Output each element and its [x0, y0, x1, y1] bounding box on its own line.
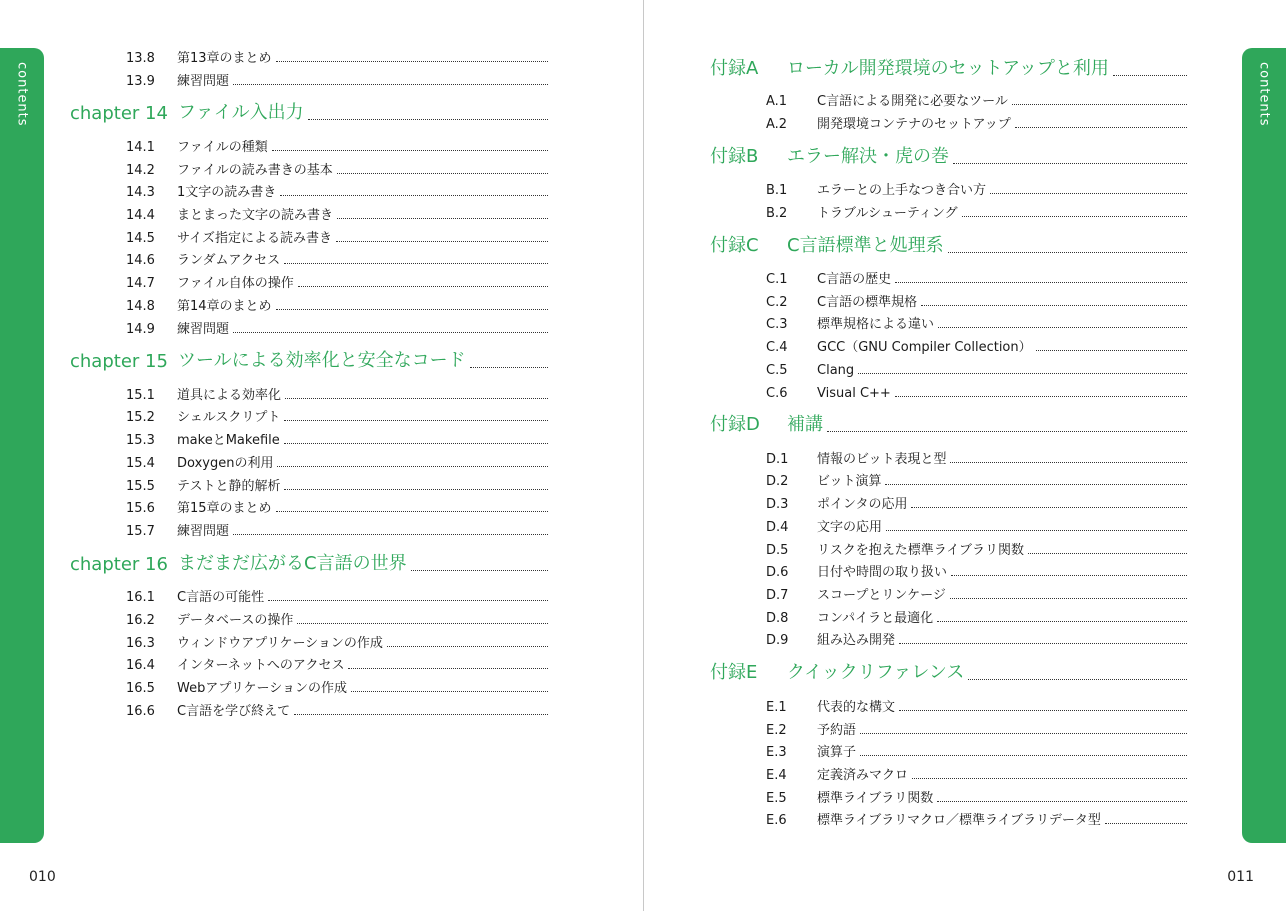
toc-entry — [126, 250, 548, 268]
section-title: 代表的な構文 — [817, 700, 896, 715]
chapter-number: chapter 16 — [70, 554, 168, 575]
section-number: A.1 — [766, 94, 788, 109]
section-title: 標準規格による違い — [817, 317, 935, 332]
chapter-number: chapter 14 — [70, 103, 168, 124]
section-number: 15.6 — [126, 501, 155, 516]
chapter-number: chapter 15 — [70, 351, 168, 372]
dot-leader — [387, 645, 548, 647]
dot-leader — [276, 60, 548, 62]
section-title: トラブルシューティング — [817, 206, 958, 221]
section-title: 演算子 — [817, 745, 857, 760]
toc-entry — [126, 296, 548, 314]
chapter-number: 付録A — [710, 58, 759, 79]
section-title: スコープとリンケージ — [817, 588, 946, 603]
section-title: C言語の可能性 — [177, 590, 265, 605]
toc-entry — [766, 337, 1187, 355]
dot-leader — [294, 713, 548, 715]
toc-entry — [766, 630, 1187, 648]
section-number: C.4 — [766, 340, 788, 355]
dot-leader — [1105, 822, 1187, 824]
dot-leader — [948, 251, 1187, 253]
dot-leader — [911, 506, 1187, 508]
dot-leader — [860, 754, 1187, 756]
contents-tab-label: contents — [14, 62, 30, 127]
section-number: 16.3 — [126, 636, 155, 651]
toc-entry — [766, 383, 1187, 401]
toc-entry — [126, 701, 548, 719]
section-title: 1文字の読み書き — [177, 185, 277, 200]
section-number: 14.2 — [126, 163, 155, 178]
dot-leader — [276, 510, 548, 512]
chapter-number: 付録C — [710, 235, 759, 256]
toc-entry — [126, 476, 548, 494]
toc-entry — [126, 521, 548, 539]
section-title: 練習問題 — [177, 524, 230, 539]
toc-entry — [126, 48, 548, 66]
section-title: C言語の標準規格 — [817, 295, 918, 310]
toc-entry — [126, 498, 548, 516]
toc-entry — [766, 562, 1187, 580]
toc-entry — [766, 742, 1187, 760]
section-title: ランダムアクセス — [177, 253, 281, 268]
dot-leader — [938, 326, 1187, 328]
toc-entry — [126, 678, 548, 696]
section-number: D.2 — [766, 474, 789, 489]
section-number: D.7 — [766, 588, 789, 603]
section-title: 標準ライブラリマクロ／標準ライブラリデータ型 — [817, 813, 1101, 828]
section-title: Doxygenの利用 — [177, 456, 274, 471]
toc-entry — [766, 114, 1187, 132]
section-title: リスクを抱えた標準ライブラリ関数 — [817, 543, 1024, 558]
dot-leader — [1113, 74, 1187, 76]
section-title: 情報のビット表現と型 — [817, 452, 947, 467]
dot-leader — [858, 372, 1187, 374]
section-title: エラーとの上手なつき合い方 — [817, 183, 987, 198]
toc-entry — [126, 273, 548, 291]
section-title: 開発環境コンテナのセットアップ — [817, 117, 1011, 132]
chapter-heading — [710, 412, 1187, 436]
toc-entry — [766, 788, 1187, 806]
section-title: C言語の歴史 — [817, 272, 892, 287]
dot-leader — [1015, 126, 1187, 128]
section-number: 15.1 — [126, 388, 155, 403]
chapter-heading — [710, 144, 1187, 168]
section-number: D.4 — [766, 520, 789, 535]
section-title: ウィンドウアプリケーションの作成 — [177, 636, 383, 651]
dot-leader — [886, 529, 1187, 531]
section-title: Webアプリケーションの作成 — [177, 681, 348, 696]
toc-entry — [126, 587, 548, 605]
section-title: ファイルの種類 — [177, 140, 268, 155]
chapter-title: ローカル開発環境のセットアップと利用 — [787, 58, 1109, 79]
section-number: 16.6 — [126, 704, 155, 719]
section-number: E.3 — [766, 745, 787, 760]
dot-leader — [284, 419, 548, 421]
dot-leader — [827, 430, 1187, 432]
dot-leader — [895, 281, 1187, 283]
right-page — [643, 0, 1286, 911]
dot-leader — [411, 569, 548, 571]
chapter-number: 付録E — [710, 662, 758, 683]
section-title: C言語による開発に必要なツール — [817, 94, 1008, 109]
section-title: 組み込み開発 — [817, 633, 896, 648]
section-number: 15.7 — [126, 524, 155, 539]
dot-leader — [308, 118, 548, 120]
section-number: B.1 — [766, 183, 788, 198]
section-number: 13.8 — [126, 51, 155, 66]
section-title: ビット演算 — [817, 474, 882, 489]
dot-leader — [921, 304, 1187, 306]
contents-tab — [0, 48, 44, 843]
section-number: 14.1 — [126, 140, 155, 155]
dot-leader — [280, 194, 548, 196]
dot-leader — [885, 483, 1187, 485]
toc-entry — [766, 697, 1187, 715]
dot-leader — [937, 800, 1187, 802]
dot-leader — [953, 162, 1187, 164]
section-number: D.9 — [766, 633, 789, 648]
toc-entry — [766, 449, 1187, 467]
chapter-title: ファイル入出力 — [178, 102, 304, 123]
contents-tab — [1242, 48, 1286, 843]
toc-entry — [126, 205, 548, 223]
dot-leader — [348, 667, 548, 669]
toc-entry — [766, 585, 1187, 603]
dot-leader — [297, 622, 548, 624]
section-title: テストと静的解析 — [177, 479, 281, 494]
dot-leader — [937, 620, 1187, 622]
dot-leader — [285, 397, 548, 399]
section-number: 13.9 — [126, 74, 155, 89]
chapter-title: ツールによる効率化と安全なコード — [178, 350, 466, 371]
dot-leader — [895, 395, 1187, 397]
chapter-title: 補講 — [787, 414, 823, 435]
dot-leader — [951, 574, 1187, 576]
section-number: E.1 — [766, 700, 787, 715]
section-number: 14.9 — [126, 322, 155, 337]
section-number: D.8 — [766, 611, 789, 626]
dot-leader — [272, 149, 548, 151]
section-title: 標準ライブラリ関数 — [817, 791, 934, 806]
section-number: E.2 — [766, 723, 787, 738]
section-number: E.6 — [766, 813, 787, 828]
section-number: 16.4 — [126, 658, 155, 673]
dot-leader — [337, 217, 548, 219]
section-title: ポインタの応用 — [817, 497, 908, 512]
page-number: 010 — [29, 869, 56, 885]
section-number: 14.7 — [126, 276, 155, 291]
toc-entry — [126, 385, 548, 403]
section-number: 14.4 — [126, 208, 155, 223]
chapter-heading — [710, 660, 1187, 684]
dot-leader — [1012, 103, 1187, 105]
section-number: 14.8 — [126, 299, 155, 314]
section-title: データベースの操作 — [177, 613, 294, 628]
toc-entry — [126, 610, 548, 628]
toc-entry — [126, 182, 548, 200]
dot-leader — [899, 642, 1187, 644]
section-number: C.6 — [766, 386, 788, 401]
section-title: C言語を学び終えて — [177, 704, 291, 719]
section-title: makeとMakefile — [177, 433, 280, 448]
dot-leader — [950, 597, 1187, 599]
toc-entry — [766, 471, 1187, 489]
dot-leader — [351, 690, 548, 692]
section-number: 16.2 — [126, 613, 155, 628]
section-title: GCC（GNU Compiler Collection） — [817, 340, 1032, 355]
toc-entry — [766, 269, 1187, 287]
section-number: C.5 — [766, 363, 788, 378]
section-title: 道具による効率化 — [177, 388, 282, 403]
section-number: 14.6 — [126, 253, 155, 268]
dot-leader — [470, 366, 548, 368]
toc-entry — [766, 608, 1187, 626]
section-title: サイズ指定による読み書き — [177, 231, 332, 246]
toc-entry — [766, 91, 1187, 109]
section-number: C.1 — [766, 272, 788, 287]
chapter-title: まだまだ広がるC言語の世界 — [178, 553, 407, 574]
toc-entry — [766, 720, 1187, 738]
dot-leader — [968, 678, 1187, 680]
toc-entry — [766, 203, 1187, 221]
contents-tab-label: contents — [1256, 62, 1272, 127]
dot-leader — [276, 308, 548, 310]
toc-entry — [126, 319, 548, 337]
page-number: 011 — [1227, 869, 1254, 885]
section-number: A.2 — [766, 117, 788, 132]
toc-entry — [766, 517, 1187, 535]
section-number: 15.5 — [126, 479, 155, 494]
section-number: 16.5 — [126, 681, 155, 696]
section-title: 予約語 — [817, 723, 857, 738]
dot-leader — [336, 240, 548, 242]
section-title: 第13章のまとめ — [177, 51, 272, 66]
section-number: 14.5 — [126, 231, 155, 246]
section-title: 日付や時間の取り扱い — [817, 565, 948, 580]
toc-entry — [766, 360, 1187, 378]
section-number: 15.3 — [126, 433, 155, 448]
section-title: インターネットへのアクセス — [177, 658, 345, 673]
toc-entry — [126, 228, 548, 246]
section-number: 15.4 — [126, 456, 155, 471]
section-title: まとまった文字の読み書き — [177, 208, 334, 223]
section-number: D.3 — [766, 497, 789, 512]
toc-entry — [766, 765, 1187, 783]
chapter-title: C言語標準と処理系 — [787, 235, 944, 256]
toc-entry — [126, 160, 548, 178]
toc-entry — [126, 633, 548, 651]
toc-entry — [766, 292, 1187, 310]
dot-leader — [284, 442, 548, 444]
toc-entry — [766, 180, 1187, 198]
section-number: D.6 — [766, 565, 789, 580]
section-title: 文字の応用 — [817, 520, 883, 535]
chapter-heading — [70, 100, 548, 124]
toc-entry — [766, 540, 1187, 558]
dot-leader — [233, 331, 548, 333]
section-number: C.2 — [766, 295, 788, 310]
toc-entry — [126, 71, 548, 89]
dot-leader — [1036, 349, 1187, 351]
chapter-heading — [70, 551, 548, 575]
dot-leader — [899, 709, 1187, 711]
toc-entry — [766, 494, 1187, 512]
section-title: 練習問題 — [177, 74, 230, 89]
chapter-title: クイックリファレンス — [787, 662, 965, 683]
dot-leader — [962, 215, 1187, 217]
section-number: 14.3 — [126, 185, 155, 200]
dot-leader — [233, 83, 548, 85]
dot-leader — [284, 488, 548, 490]
section-number: C.3 — [766, 317, 788, 332]
section-title: Clang — [817, 363, 855, 378]
dot-leader — [233, 533, 548, 535]
chapter-heading — [70, 348, 548, 372]
chapter-number: 付録D — [710, 414, 760, 435]
toc-entry — [126, 655, 548, 673]
section-title: 第14章のまとめ — [177, 299, 272, 314]
dot-leader — [950, 461, 1187, 463]
dot-leader — [337, 172, 548, 174]
section-title: ファイルの読み書きの基本 — [177, 163, 333, 178]
dot-leader — [268, 599, 548, 601]
toc-entry — [126, 453, 548, 471]
section-title: Visual C++ — [817, 386, 891, 401]
section-number: D.1 — [766, 452, 789, 467]
toc-entry — [126, 430, 548, 448]
section-title: コンパイラと最適化 — [817, 611, 934, 626]
dot-leader — [860, 732, 1187, 734]
dot-leader — [284, 262, 548, 264]
dot-leader — [1028, 552, 1187, 554]
dot-leader — [990, 192, 1187, 194]
section-number: D.5 — [766, 543, 789, 558]
toc-entry — [766, 810, 1187, 828]
chapter-heading — [710, 56, 1187, 80]
section-title: 第15章のまとめ — [177, 501, 272, 516]
dot-leader — [298, 285, 548, 287]
section-number: B.2 — [766, 206, 788, 221]
chapter-heading — [710, 233, 1187, 257]
section-title: 定義済みマクロ — [817, 768, 909, 783]
toc-entry — [766, 314, 1187, 332]
toc-entry — [126, 407, 548, 425]
chapter-title: エラー解決・虎の巻 — [787, 146, 949, 167]
chapter-number: 付録B — [710, 146, 759, 167]
toc-entry — [126, 137, 548, 155]
section-number: 15.2 — [126, 410, 155, 425]
section-title: 練習問題 — [177, 322, 230, 337]
section-number: E.4 — [766, 768, 787, 783]
dot-leader — [277, 465, 548, 467]
section-number: 16.1 — [126, 590, 155, 605]
dot-leader — [912, 777, 1187, 779]
section-title: シェルスクリプト — [177, 410, 281, 425]
section-title: ファイル自体の操作 — [177, 276, 294, 291]
section-number: E.5 — [766, 791, 787, 806]
